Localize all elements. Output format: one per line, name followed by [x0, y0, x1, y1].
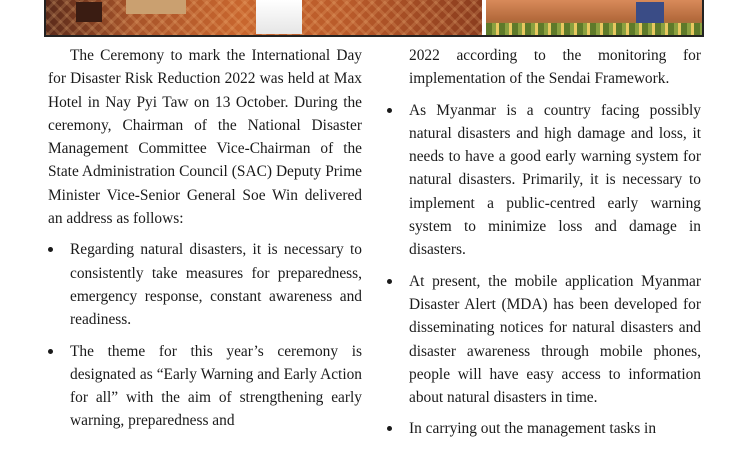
bullet-dot-icon	[48, 247, 53, 252]
left-column	[48, 44, 362, 433]
bullet-text: The theme for this year’s ceremony is designated as “Early Warning and Early Action for all” with the aim of strengthening early warning, preparedness and	[70, 342, 362, 430]
intro-paragraph: The Ceremony to mark the International Day for Disaster Risk Reduction 2022 was held at Max Hotel in Nay Pyi Taw on 13 October. During the ceremony, Chairman of the National Disaster Management Committee Vice-Chairman of the State Administration Council (SAC) Deputy Prime Minister Vice-Senior General Soe Win delivered an address as follows:	[48, 47, 362, 228]
right-column	[387, 44, 701, 441]
bullet-text: As Myanmar is a country facing possibly natural disasters and high damage and loss, it needs to have a good early warning system for natural disasters. Primarily, it is necessary to implement a public-centred early warning system to minimize loss and damage in disasters.	[409, 101, 701, 259]
bullet-text: Regarding natural disasters, it is necessary to consistently take measures for preparedness, emergency response, constant awareness and readiness.	[70, 241, 362, 329]
bullet-dot-icon	[387, 108, 392, 113]
bullet-dot-icon	[387, 279, 392, 284]
bullet-item	[387, 270, 701, 410]
bullet-item	[48, 340, 362, 433]
bullet-item	[48, 238, 362, 331]
photo-podium-shape	[256, 0, 302, 34]
photo-chair-shape	[76, 2, 102, 22]
bullet-text: At present, the mobile application Myanmar Disaster Alert (MDA) has been developed for disseminating notices for natural disasters and disaster awareness through mobile phones, people will have easy access to information about natural disasters in time.	[409, 272, 701, 407]
bullet-dot-icon	[387, 426, 392, 431]
ceremony-stage-photo	[486, 0, 702, 35]
bullet-text: In carrying out the management tasks in	[409, 420, 657, 438]
ceremony-hall-photo	[46, 0, 482, 35]
photo-stand-shape	[126, 0, 186, 14]
photo-person-shape	[636, 2, 664, 26]
ceremony-photo-strip	[44, 0, 704, 37]
bullet-item	[387, 417, 701, 440]
bullet-dot-icon	[48, 349, 53, 354]
continuation-text: 2022 according to the monitoring for implementation of the Sendai Framework.	[409, 47, 701, 88]
bullet-item	[387, 99, 701, 262]
